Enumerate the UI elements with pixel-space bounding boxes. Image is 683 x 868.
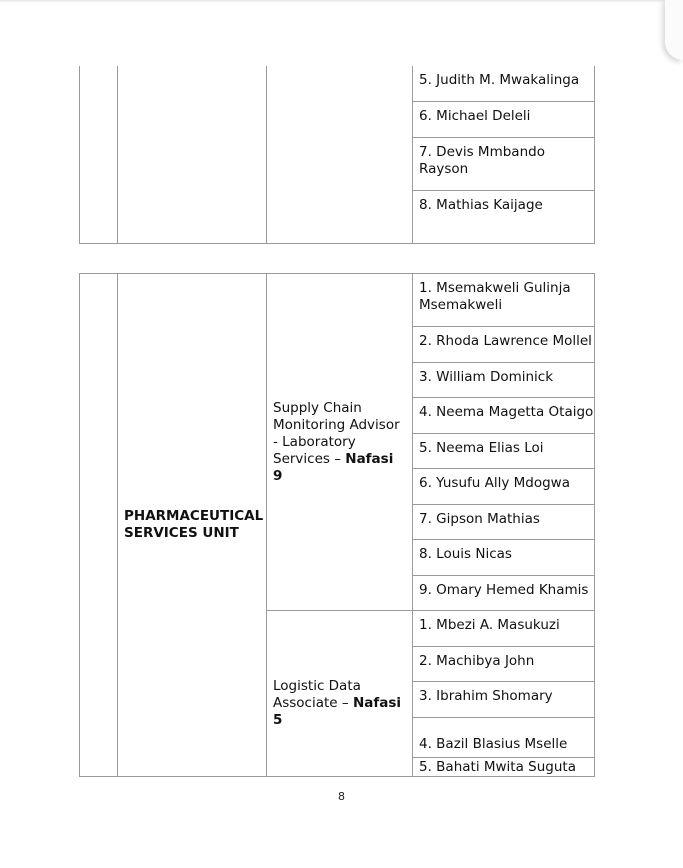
name-cell — [413, 718, 595, 758]
name-cell — [413, 190, 595, 243]
page-corner — [665, 0, 683, 60]
position-cell — [267, 274, 413, 611]
name-cell — [413, 137, 595, 190]
employee-name: 7. Gipson Mathias — [419, 511, 540, 527]
employee-name: 4. Bazil Blasius Mselle — [419, 736, 568, 752]
employee-name: 8. Louis Nicas — [419, 546, 512, 562]
name-cell — [413, 505, 595, 540]
name-cell — [413, 540, 595, 576]
name-cell — [413, 101, 595, 137]
assignment-table-continued — [79, 66, 595, 244]
name-cell — [413, 682, 595, 718]
employee-name: 6. Yusufu Ally Mdogwa — [419, 475, 570, 491]
employee-name: 1. Msemakweli Gulinja Msemakweli — [419, 280, 571, 313]
name-cell — [413, 434, 595, 469]
name-cell — [413, 647, 595, 682]
employee-name: 5. Bahati Mwita Suguta — [419, 759, 576, 775]
employee-name: 3. William Dominick — [419, 369, 554, 385]
employee-name: 3. Ibrahim Shomary — [419, 688, 553, 704]
name-cell — [413, 66, 595, 101]
employee-name: 2. Rhoda Lawrence Mollel — [419, 333, 592, 349]
unit-cell — [118, 274, 267, 777]
employee-name: 2. Machibya John — [419, 653, 535, 669]
position-title: Logistic Data Associate – — [273, 678, 361, 711]
name-cell — [413, 469, 595, 505]
name-cell — [413, 327, 595, 363]
assignment-table — [79, 273, 595, 777]
position-nafasi: Nafasi 9 — [273, 450, 394, 484]
employee-name: 8. Mathias Kaijage — [419, 196, 543, 213]
unit-name: PHARMACEUTICAL SERVICES UNIT — [124, 508, 264, 541]
employee-name: 7. Devis Mmbando Rayson — [419, 143, 545, 177]
name-cell — [413, 611, 595, 647]
employee-name: 9. Omary Hemed Khamis — [419, 582, 589, 598]
empty-cell — [267, 66, 413, 243]
name-cell — [413, 576, 595, 611]
empty-cell — [80, 66, 118, 243]
position-title: Supply Chain Monitoring Advisor - Laboratory Services – — [273, 399, 400, 467]
position-nafasi: Nafasi 5 — [273, 695, 402, 728]
empty-cell — [118, 66, 267, 243]
page-top-edge — [0, 0, 683, 3]
employee-name: 5. Neema Elias Loi — [419, 440, 544, 456]
name-cell — [413, 758, 595, 777]
name-cell — [413, 363, 595, 398]
employee-name: 1. Mbezi A. Masukuzi — [419, 617, 560, 633]
name-cell — [413, 274, 595, 327]
name-cell — [413, 398, 595, 434]
position-cell — [267, 611, 413, 777]
employee-name: 4. Neema Magetta Otaigo — [419, 404, 594, 420]
employee-name: 6. Michael Deleli — [419, 107, 531, 124]
empty-cell — [80, 274, 118, 777]
employee-name: 5. Judith M. Mwakalinga — [419, 72, 580, 88]
page-number: 8 — [338, 790, 345, 803]
